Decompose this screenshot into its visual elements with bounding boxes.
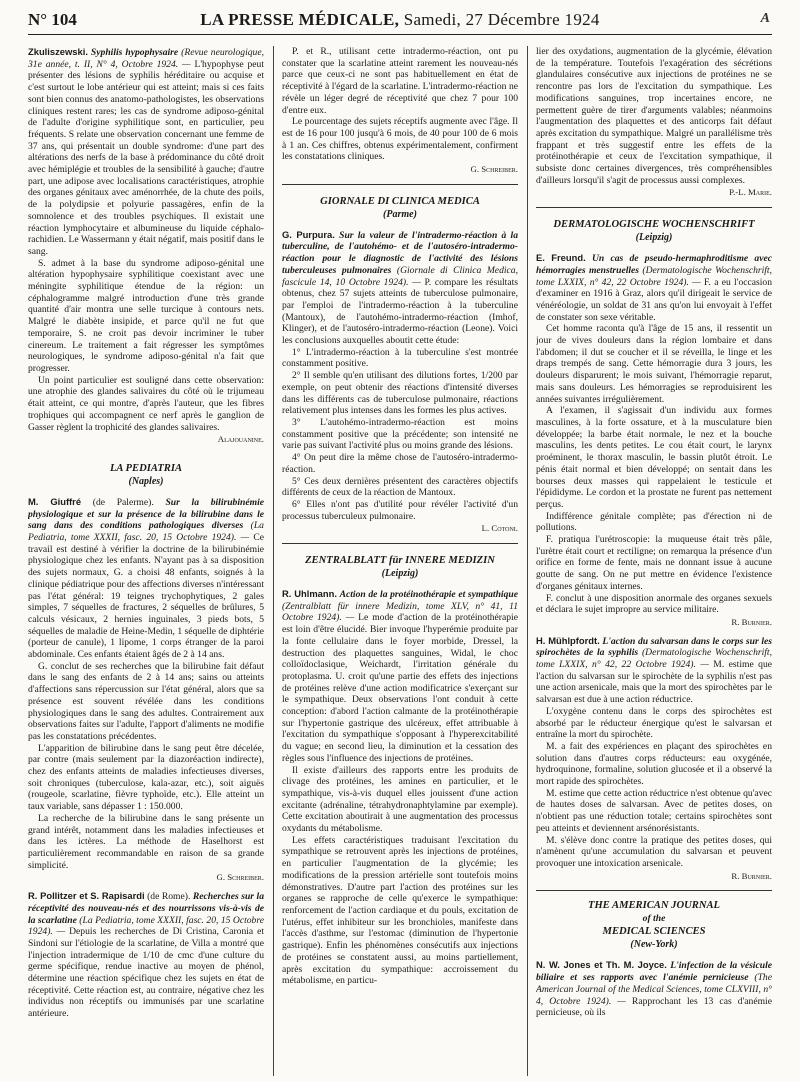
section-title-line3: MEDICAL SCIENCES: [602, 926, 706, 938]
article-signature: R. Burnier.: [731, 616, 772, 627]
section-city: (Naples): [128, 475, 164, 487]
article-paragraph: A l'examen, il s'agissait d'un individu aux formes masculines, à la forte ossature, et à la musculature bien développée; la barbe était normale, le nez et la bouche masculins, les dents petites. Le cou était court, le larynx proéminent, le thorax masculin, le bassin plutôt étroit. Le pénis était normal et bien développé; on sentait dans les bourses deux masses qui rappelaient le testicule et l'épididyme. Le cordon et la prostate ne furent pas nettement perçus.: [536, 405, 772, 510]
abstract-heading: [536, 959, 772, 1019]
article-reference: (La Pediatria, tome XXXII, fasc. 20, 15 Octobre 1924). —: [28, 520, 264, 544]
article-title: Syphilis hypophysaire: [90, 47, 179, 58]
article-signature: L. Cotoni.: [481, 523, 518, 534]
article-title: Un cas de pseudo-hermaphroditisme avec hémorragies menstruelles: [536, 253, 772, 276]
article-paragraph: Le pourcentage des sujets réceptifs augmente avec l'âge. Il est de 16 pour 100 jusqu'à 6 mois, de 40 pour 100 de 6 mois à 1 an. Ces chiffres, obtenus expérimentalement, confirment les constatations cliniques.: [282, 116, 518, 163]
column-left: [28, 46, 264, 1076]
article-author: R. Uhlmann.: [282, 588, 337, 600]
article-signature: P.-L. Marie.: [729, 187, 772, 198]
list-item: 5° Ces deux dernières présentent des caractères objectifs différents de ceux de la réaction de Mantoux.: [282, 475, 518, 499]
article-title: L'infection de la vésicule biliaire et ses rapports avec l'anémie pernicieuse: [536, 960, 772, 984]
article-paragraph: S. admet à la base du syndrome adiposo-génital une altération hypophysaire syphilitique coexistant avec une méningite syphilitique étendue de la région: un céphalogramme malgré introduction d'une très grande quantité d'air montra une selle turcique à contours nets. Malgré le diabète insipide, et parce qu'il ne fut que temporaire, S. ne croit pas devoir incriminer le tuber cinereum. Le traitement a fait régresser les symptômes neurologiques, le syndrome adiposo-génital n'a fait que progresser.: [28, 257, 264, 374]
section-divider: [282, 543, 518, 544]
section-title: ZENTRALBLATT für INNERE MEDIZIN: [305, 555, 495, 567]
article-paragraph: M. s'élève donc contre la pratique des petites doses, qui n'amènent qu'une accumulation du salvarsan et peuvent provoquer une intoxication arsenicale.: [536, 834, 772, 869]
abstract-heading: [536, 252, 772, 323]
article-author: M. Giuffré: [28, 495, 82, 507]
list-item: 3° L'autohémo-intradermo-réaction est moins constamment positive que la précédente; son intensité ne varie pas suivant l'activité plus ou moins grande des lésions.: [282, 416, 518, 452]
article-paragraph: Indifférence génitale complète; pas d'érection ni de pollutions.: [536, 510, 772, 534]
article-text: Rapprochant les 13 cas d'anémie pernicieuse, où ils: [536, 995, 772, 1019]
page-header: [28, 4, 772, 35]
article-text: L'hypophyse peut présenter des lésions de syphilis héréditaire ou acquise et c'est surtout le lobe antérieur qui est atteint; mais si ces faits sont bien connus des anatomo-pathologistes, les observations cliniques restent rares; les cas de syndrome adiposo-génital de l'adulte d'origine syphilitique sont, en particulier, peu fréquents. S relate une observation concernant une femme de 37 ans, qui présentait un double syndrome: d'une part des altérations des nerfs de la base à prédominance du côté droit avec hémiplégie et troubles de la sensibilité à gauche; d'autre part, une adipose avec localisations caractéristiques, atrophie des organes génitaux avec aménorrhée, de la chute des poils, de la polydipsie et polyurie passagères, enfin de la somnolence et des troubles psychiques. Il existait une réaction lymphocytaire et albumineuse du liquide céphalo-rachidien. Le Wassermann y était négatif, mais positif dans le sang.: [28, 58, 264, 257]
column-middle: [282, 46, 518, 1076]
article-paragraph: Les effets caractéristiques traduisant l'excitation du sympathique se retrouvent après les injections de protéines, en particulier l'augmentation de la glycémie; les modifications de la pression artérielle sont toutefois moins démonstratives. D'autre part l'action des protéines sur les organes se rapproche de celle qu'exerce le sympathique: renforcement de l'action cardiaque et du pouls, excitation de l'utérus, effet inhibiteur sur les bronchioles, manifeste dans l'accès d'asthme, sur l'estomac (diminution de l'hypertonie gastrique). Enfin les phénomènes consécutifs aux injections de protéines se constatent aussi, au moins partiellement, après excitation du sympathique: accroissement du métabolisme, en particu-: [282, 834, 518, 987]
article-paragraph: L'oxygène contenu dans le corps des spirochètes est absorbé par le réducteur énergique qu'est le salvarsan et entraîne la mort du spirochète.: [536, 705, 772, 741]
article-title: Action de la protéinothérapie et sympathique: [339, 589, 518, 601]
article-paragraph: M. a fait des expériences en plaçant des spirochètes en solution dans d'autres corps réducteurs: eau oxygénée, hydroquinone, formaline, solution glucosée et il a observé la mort rapide des spirochètes.: [536, 740, 772, 788]
abstract-heading: [282, 229, 518, 347]
article-paragraph: P. et R., utilisant cette intradermo-réaction, ont pu constater que la scarlatine atteint rarement les nouveau-nés parce que ceux-ci ne sont pas habituellement en état de réceptivité à l'égard de la scarlatine. L'intradermo-réaction ne révèle un léger degré de réceptivité que chez 7 pour 100 d'entre eux.: [282, 46, 518, 116]
section-city: (Leipzig): [381, 568, 419, 580]
article-reference: (Giornale di Clinica Medica, fascicule 14, 10 Octobre 1924). —: [282, 264, 518, 288]
abstract-heading: [282, 588, 518, 765]
column-rule: [527, 46, 528, 1076]
abstract-heading: [536, 635, 772, 706]
article-title: Sur la valeur de l'intradermo-réaction à la tuberculine, de l'autohémo- et de l'autoséro-intradermo-réaction pour le diagnostic de l'activité des lésions tuberculeuses pulmonaires: [282, 229, 518, 276]
article-reference: (Zentralblatt für innere Medizin, tome XLV, n° 41, 11 Octobre 1924). —: [282, 600, 518, 624]
section-divider: [282, 184, 518, 185]
article-paragraph: Cet homme raconta qu'à l'âge de 15 ans, il ressentit un jour de vives douleurs dans la région lombaire et dans l'abdomen; il dut se coucher et il se réveilla, le linge et les draps trempés de sang. Cette hémorragie dura 3 jours, les douleurs disparurent; le mois suivant, l'hémorragie reparut, mais sans douleurs. Les hémorragies se reproduisirent les années suivantes irrégulièrement.: [536, 323, 772, 405]
section-city: (Leipzig): [635, 232, 673, 244]
article-title: Recherches sur la réceptivité des nouveau-nés et des nourrissons vis-à-vis de la scarlatine: [28, 891, 264, 926]
abstract-heading: [28, 890, 264, 1020]
article-title: Sur la bilirubinémie physiologique et sur la présence de la bilirubine dans le sang dans des conditions pathologiques diverses: [28, 496, 264, 532]
article-author: H. Mühlpfordt.: [536, 634, 600, 646]
article-paragraph: Un point particulier est souligné dans cette observation: une atrophie des glandes salivaires du côté où le trijumeau était atteint, ce qui montre, d'après l'auteur, que les fibres trophiques qui accompagnent ce nerf après le ganglion de Gasser règlent la trophicité des glandes salivaires.: [28, 374, 264, 433]
columns: [28, 46, 772, 1076]
article-text: Le mode d'action de la protéinothérapie est loin d'être élucidé. Bier invoque l'hyperémie produite par la fonte cellulaire dans le foyer morbide, Dressel, la destruction des plaquettes sanguines, Widal, le choc colloïdoclasique, Weichardt, l'irritation générale du protoplasma. U. croit qu'une partie des effets des injections de protéines relève d'une action modificatrice s'exerçant sur le sympathique. Deux observations l'ont conduit à cette conception: d'abord l'action calmante de la protéinothérapie sur l'hypertonie gastrique des ulcéreux, effet attribuable à l'excitation du sympathique s'opposant à l'hyperexcitabilité du vague; en second lieu, la diminution et la cessation des règles sous l'influence des injections de protéines.: [282, 612, 518, 764]
article-paragraph: Il existe d'ailleurs des rapports entre les produits de clivage des protéines, les amines en particulier, et le sympathique, vis-à-vis duquel elles jouissent d'une action excitante (adrénaline, tétrahydronaphtylamine par exemple). Cette excitation aboutirait à une augmentation des processus oxydants du métabolisme.: [282, 764, 518, 835]
article-signature: G. Schreiber.: [216, 872, 264, 883]
list-item: 4° On peut dire la même chose de l'autoséro-intradermo-réaction.: [282, 452, 518, 475]
article-author: E. Freund.: [536, 252, 586, 264]
article-reference: (The American Journal of the Medical Sciences, tome CLXVIII, n° 4, Octobre 1924). —: [536, 972, 772, 1007]
author-origin: (de Rome).: [147, 891, 191, 903]
author-origin: (de Palerme).: [92, 496, 154, 508]
article-author: N. W. Jones et Th. M. Joyce.: [536, 959, 667, 971]
list-item: 6° Elles n'ont pas d'utilité pour révéler l'activité d'un processus tuberculeux pulmonaire.: [282, 498, 518, 522]
journal-name: LA PRESSE MÉDICALE,: [200, 10, 400, 29]
article-reference: (Dermatologische Wochenschrift, tome LXXIX, n° 42, 22 Octobre 1924). —: [536, 264, 772, 288]
article-text: M. estime que l'action du salvarsan sur le spirochète de la syphilis n'est pas une action arsenicale, mais que la mort des spirochètes par le salvarsan est due à une action réductrice.: [536, 659, 772, 706]
section-divider: [536, 890, 772, 891]
article-text: P. compare les résultats obtenus, chez 57 sujets atteints de tuberculose pulmonaire, par l'emploi de l'intradermo-réaction à la tuberculine (Mantoux), de l'autohémo-intradermo-réaction (Imhof, Klinger), et de l'autoséro-intradermo-réaction (Leone). Voici les conclusions auxquelles aboutit cette étude:: [282, 276, 518, 347]
article-paragraph: La recherche de la bilirubine dans le sang présente un grand intérêt, notamment dans les maladies infectieuses et dans les ictères. La méthode de Haselhorst est particulièrement recommandable en raison de sa grande simplicité.: [28, 812, 264, 871]
header-right-fragment: A: [760, 11, 772, 26]
article-signature: R. Burnier.: [731, 870, 772, 881]
section-city: (Parme): [383, 208, 417, 220]
page-number: N° 104: [28, 10, 77, 29]
list-item: 1° L'intradermo-réaction à la tuberculine s'est montrée constamment positive.: [282, 346, 518, 370]
section-divider: [536, 207, 772, 208]
journal-title: [28, 10, 772, 30]
article-author: Zkuliszewski.: [28, 46, 88, 57]
article-text: Depuis les recherches de Di Cristina, Caronia et Sindoni sur l'étiologie de la scarlatine, de Villa a montré que l'injection intradermique de 1/10 de cmc d'une culture du germe spécifique, rendue inactive au moyen de phénol, détermine une réaction spécifique chez les sujets en état de réceptivité. Cette réaction est, au contraire, négative chez les individus non réceptifs ou immunisés par une scarlatine antérieure.: [28, 926, 264, 1020]
section-title: DERMATOLOGISCHE WOCHENSCHRIFT: [553, 219, 755, 231]
article-paragraph: F. pratiqua l'urétroscopie: la muqueuse était très pâle, l'urètre était court et rectiligne; on remarqua la présence d'un orifice en forme de fente, mais ne donnant issue à aucune goutte de sang. On ne put mettre en évidence l'existence d'organes génitaux internes.: [536, 534, 772, 592]
article-text: F. a eu l'occasion d'examiner en 1916 à Graz, alors qu'il dirigeait le service de vénéréologie, un soldat de 31 ans qu'on lui envoyait à l'effet de constater son sexe véritable.: [536, 276, 772, 323]
section-title-of: of the: [642, 913, 666, 925]
article-paragraph: lier des oxydations, augmentation de la glycémie, élévation de la température. Toutefois l'exagération des sécrétions glandulaires consécutive aux injections de protéines ne se rencontre pas lors de l'excitation du sympathique. Les modifications sanguines, trop incertaines encore, ne permettent guère de tirer d'arguments valables; néanmoins l'augmentation des plaquettes et des anticorps fait défaut après excitation du sympathique. Malgré un parallélisme très frappant et très suggestif entre les effets de la protéinothérapie et ceux de l'excitation sympathique, il subsiste donc certaines divergences, très compréhensibles d'ailleurs lorsqu'il s'agit de processus aussi complexes.: [536, 46, 772, 186]
article-signature: Alajouanine.: [217, 434, 264, 445]
section-title: LA PEDIATRIA: [109, 462, 183, 474]
column-right: [536, 46, 772, 1076]
section-title: THE AMERICAN JOURNAL: [587, 900, 721, 912]
article-reference: (Revue neurologique, 31e année, t. II, N° 4, Octobre 1924. —: [28, 47, 264, 70]
article-paragraph: L'apparition de bilirubine dans le sang peut être décelée, par contre (mais seulement par la diazoréaction indirecte), chez des enfants atteints de maladies infectieuses diverses, soit chroniques (tuberculose, kala-azar, etc.), soit aiguës (rougeole, scarlatine, fièvre typhoïde, etc.). Elle atteint un taux variable, sans dépasser 1 : 150.000.: [28, 742, 264, 813]
issue-date: Samedi, 27 Décembre 1924: [403, 10, 600, 29]
list-item: 2° Il semble qu'en utilisant des dilutions fortes, 1/200 par exemple, on peut obtenir des réactions d'intensité diverses dans les différents cas de tuberculose pulmonaire, réactions relativement plus intenses dans les formes les plus actives.: [282, 370, 518, 417]
article-author: G. Purpura.: [282, 228, 335, 240]
article-reference: (La Pediatria, tome XXXII, fasc. 20, 15 Octobre 1924). —: [28, 914, 264, 938]
article-paragraph: M. estime que cette action réductrice n'est obtenue qu'avec de hautes doses de salvarsan. Avec de petites doses, on n'obtient pas une réduction totale; certains spirochètes sont peu atteints et deviennent arsénorésistants.: [536, 787, 772, 834]
article-paragraph: G. conclut de ses recherches que la bilirubine fait défaut dans le sang des enfants de 2 à 14 ans; sains ou atteints d'affections sans répercussion sur l'état général, alors que sa présence est souvent révélée dans les conditions physiologiques dans le sang des adultes. Contrairement aux observations faites sur l'adulte, l'apport d'aliments ne modifie pas les constatations précédentes.: [28, 660, 264, 742]
article-reference: (Dermatologische Wochenschrift, tome LXXIX, n° 42, 22 Octobre 1924). —: [536, 647, 772, 671]
article-title: L'action du salvarsan dans le corps sur les spirochètes de la syphilis: [536, 635, 772, 659]
section-title: GIORNALE DI CLINICA MEDICA: [320, 195, 480, 207]
article-text: Ce travail est destiné à vérifier la doctrine de la bilirubinémie physiologique chez les enfants. N'ayant pas à sa disposition des sujets normaux, G. a choisi 48 enfants, soignés à la clinique pédiatrique pour des affections diverses n'intéressant pas l'état général: 19 teignes trychophytiques, 2 gales simples, 7 séquelles de fractures, 2 séquelles de brûlures, 5 calculs vésicaux, 2 hernies inguinales, 3 pieds bots, 5 séquelles de maladie de Heine-Medin, 1 séquelle de diphtérie (porteur de canule), 1 lipome, 1 corps étranger de la paroi abdominale. Ces enfants étaient âgés de 2 à 14 ans.: [28, 532, 264, 661]
abstract-heading: [28, 496, 264, 661]
section-city: (New-York): [630, 939, 678, 951]
article-author: R. Pollitzer et S. Rapisardi: [28, 890, 145, 902]
article-signature: G. Schreiber.: [470, 164, 518, 175]
column-rule: [273, 46, 274, 1076]
abstract-heading: [28, 46, 264, 258]
article-paragraph: F. conclut à une disposition anormale des organes sexuels et déclara le sujet impropre au service militaire.: [536, 592, 772, 616]
